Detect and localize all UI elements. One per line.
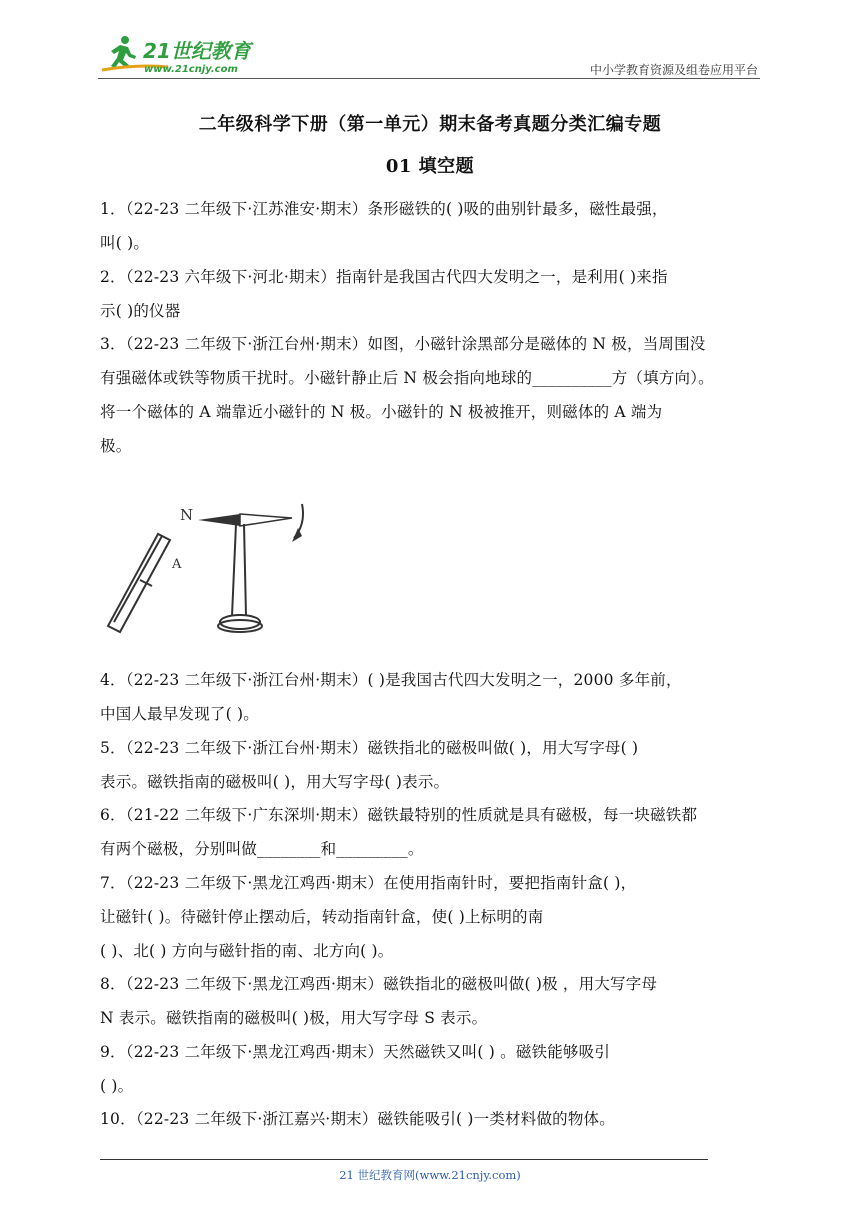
question-line: 1．（22-23 二年级下·江苏淮安·期末）条形磁铁的( )吸的曲别针最多，磁性最强， <box>100 200 668 218</box>
header-divider <box>98 78 760 79</box>
question-line: 示( )的仪器 <box>100 302 181 320</box>
page-header <box>98 28 760 78</box>
question-1 <box>100 192 760 260</box>
question-line: 叫( )。 <box>100 234 150 252</box>
question-line: 将一个磁体的 A 端靠近小磁针的 N 极。小磁针的 N 极被推开，则磁体的 A 端为 <box>100 403 663 421</box>
logo-text: 21世纪教育 <box>143 39 251 63</box>
magnet-end-label: A <box>172 557 182 572</box>
question-2 <box>100 260 760 328</box>
section-title: 01 填空题 <box>385 156 475 177</box>
question-8 <box>100 967 760 1035</box>
question-line: 让磁针( )。待磁针停止摆动后，转动指南针盒，使( )上标明的南 <box>100 908 544 926</box>
question-line: 2．（22-23 六年级下·河北·期末）指南针是我国古代四大发明之一，是利用( )来指 <box>100 268 668 286</box>
question-line: 有强磁体或铁等物质干扰时。小磁针静止后 N 极会指向地球的__________方（填方向）。 <box>100 369 714 387</box>
question-line: 3．（22-23 二年级下·浙江台州·期末）如图，小磁针涂黑部分是磁体的 N 极，当周围没 <box>100 335 706 353</box>
question-line: 有两个磁极，分别叫做________和_________。 <box>100 840 424 858</box>
logo-21cnjy <box>98 34 258 76</box>
page-title: 二年级科学下册（第一单元）期末备考真题分类汇编专题 <box>198 114 662 135</box>
footer-divider <box>100 1159 708 1160</box>
logo-url: www.21cnjy.com <box>144 64 238 75</box>
question-line: N 表示。磁铁指南的磁极叫( )极，用大写字母 S 表示。 <box>100 1009 488 1027</box>
question-line: 4．（22-23 二年级下·浙江台州·期末）( )是我国古代四大发明之一，2000 多年前， <box>100 671 682 689</box>
question-line: 8．（22-23 二年级下·黑龙江鸡西·期末）磁铁指北的磁极叫做( )极 ，用大写字母 <box>100 975 658 993</box>
question-line: 表示。磁铁指南的磁极叫( )，用大写字母( )表示。 <box>100 773 450 791</box>
question-line: ( )。 <box>100 1077 134 1095</box>
question-line: 极。 <box>100 437 132 455</box>
question-3 <box>100 327 760 463</box>
bar-magnet <box>108 534 170 632</box>
pivot-stand <box>232 524 246 616</box>
question-line: 中国人最早发现了( )。 <box>100 705 259 723</box>
question-9 <box>100 1035 760 1103</box>
question-7 <box>100 866 760 968</box>
n-pole-label: N <box>180 506 194 524</box>
question-line: 7．（22-23 二年级下·黑龙江鸡西·期末）在使用指南针时，要把指南针盒( )， <box>100 874 637 892</box>
question-5 <box>100 731 760 799</box>
question-line: 10．（22-23 二年级下·浙江嘉兴·期末）磁铁能吸引( )一类材料做的物体。 <box>100 1110 615 1128</box>
question-6 <box>100 798 760 866</box>
question-10 <box>100 1102 760 1136</box>
question-4 <box>100 663 760 731</box>
arrow-head-icon <box>292 528 302 542</box>
question-line: 5．（22-23 二年级下·浙江台州·期末）磁铁指北的磁极叫做( )，用大写字母( ) <box>100 739 639 757</box>
question-line: 6．（21-22 二年级下·广东深圳·期末）磁铁最特别的性质就是具有磁极，每一块磁铁都 <box>100 806 698 824</box>
question-line: 9．（22-23 二年级下·黑龙江鸡西·期末）天然磁铁又叫( ) 。磁铁能够吸引 <box>100 1043 611 1061</box>
platform-name: 中小学教育资源及组卷应用平台 <box>589 63 758 77</box>
question-line: ( )、北( ) 方向与磁针指的南、北方向( )。 <box>100 942 394 960</box>
footer-link[interactable]: 21 世纪教育网(www.21cnjy.com) <box>339 1168 521 1182</box>
compass-needle-figure <box>100 498 330 648</box>
